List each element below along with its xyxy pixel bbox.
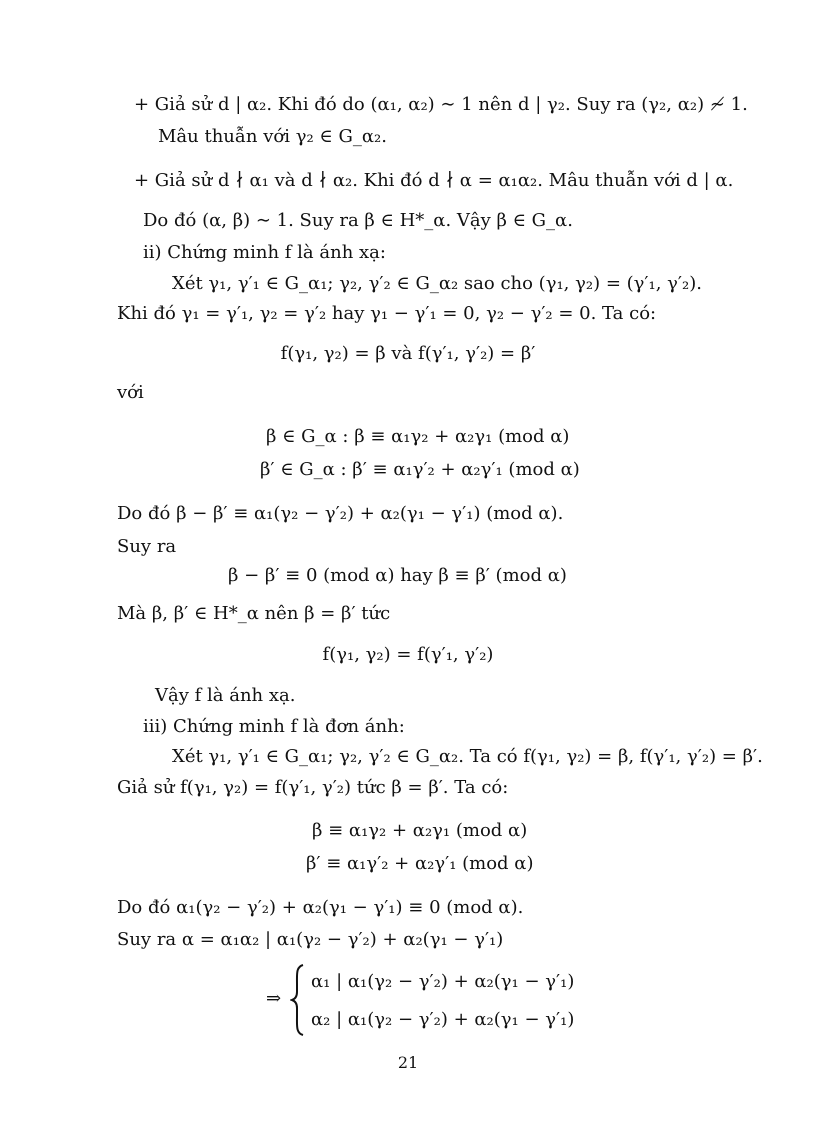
system-equation: α₂ | α₁(γ₂ − γ′₂) + α₂(γ₁ − γ′₁) [311, 1009, 575, 1030]
left-brace [290, 964, 306, 1036]
text-line: Do đó (α, β) ∼ 1. Suy ra β ∈ H*_α. Vậy β ∈ G_α. [143, 210, 573, 231]
text-line: Xét γ₁, γ′₁ ∈ G_α₁; γ₂, γ′₂ ∈ G_α₂. Ta có f(γ₁, γ₂) = β, f(γ′₁, γ′₂) = β′. [172, 746, 763, 767]
text-line: Mà β, β′ ∈ H*_α nên β = β′ tức [117, 603, 391, 624]
text-line: Do đó β − β′ ≡ α₁(γ₂ − γ′₂) + α₂(γ₁ − γ′₁) (mod α). [117, 503, 564, 524]
text-line: Suy ra [117, 536, 177, 557]
display-equation: f(γ₁, γ₂) = β và f(γ′₁, γ′₂) = β′ [280, 343, 536, 364]
text-line: Suy ra α = α₁α₂ | α₁(γ₂ − γ′₂) + α₂(γ₁ − γ′₁) [117, 929, 504, 950]
system-equation: α₁ | α₁(γ₂ − γ′₂) + α₂(γ₁ − γ′₁) [311, 971, 575, 992]
display-equation: β′ ≡ α₁γ′₂ + α₂γ′₁ (mod α) [306, 853, 534, 874]
text-line: + Giả sử d | α₂. Khi đó do (α₁, α₂) ∼ 1 nên d | γ₂. Suy ra (γ₂, α₂) ≁ 1. [134, 94, 748, 115]
text-line: + Giả sử d ∤ α₁ và d ∤ α₂. Khi đó d ∤ α = α₁α₂. Mâu thuẫn với d | α. [134, 170, 734, 191]
display-equation: β ≡ α₁γ₂ + α₂γ₁ (mod α) [312, 820, 528, 841]
page-number: 21 [397, 1053, 419, 1072]
text-line: Khi đó γ₁ = γ′₁, γ₂ = γ′₂ hay γ₁ − γ′₁ = 0, γ₂ − γ′₂ = 0. Ta có: [117, 303, 657, 324]
text-line: Vậy f là ánh xạ. [155, 685, 296, 706]
text-line: Do đó α₁(γ₂ − γ′₂) + α₂(γ₁ − γ′₁) ≡ 0 (mod α). [117, 897, 524, 918]
display-equation: β − β′ ≡ 0 (mod α) hay β ≡ β′ (mod α) [228, 565, 567, 586]
display-equation: β′ ∈ G_α : β′ ≡ α₁γ′₂ + α₂γ′₁ (mod α) [260, 459, 580, 480]
section-heading: iii) Chứng minh f là đơn ánh: [143, 716, 405, 737]
section-heading: ii) Chứng minh f là ánh xạ: [143, 242, 386, 263]
text-line: Xét γ₁, γ′₁ ∈ G_α₁; γ₂, γ′₂ ∈ G_α₂ sao cho (γ₁, γ₂) = (γ′₁, γ′₂). [172, 273, 702, 294]
display-equation: β ∈ G_α : β ≡ α₁γ₂ + α₂γ₁ (mod α) [266, 426, 570, 447]
display-equation: f(γ₁, γ₂) = f(γ′₁, γ′₂) [322, 644, 494, 665]
text-line: với [117, 382, 144, 403]
implies-symbol: ⇒ [266, 988, 282, 1009]
text-line: Mâu thuẫn với γ₂ ∈ G_α₂. [158, 126, 387, 147]
text-line: Giả sử f(γ₁, γ₂) = f(γ′₁, γ′₂) tức β = β′. Ta có: [117, 777, 509, 798]
